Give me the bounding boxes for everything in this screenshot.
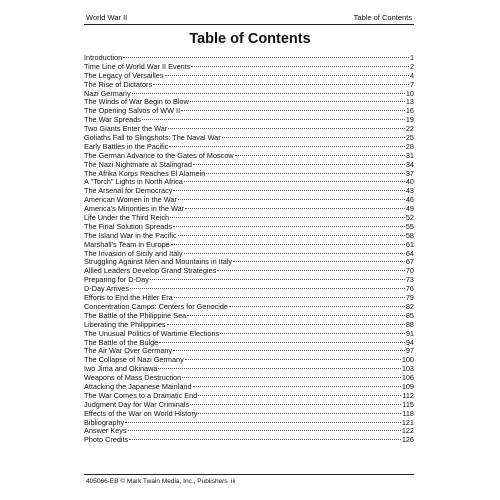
toc-entry xyxy=(84,365,414,374)
toc-entry xyxy=(84,356,414,365)
dot-leader xyxy=(206,173,405,174)
toc-entry xyxy=(84,339,414,348)
toc-entry-page: 121 xyxy=(401,418,414,427)
dot-leader xyxy=(229,306,405,307)
toc-entry xyxy=(84,196,414,205)
toc-entry xyxy=(84,401,414,410)
toc-entry xyxy=(84,410,414,419)
toc-entry-page: 100 xyxy=(401,356,414,365)
toc-entry-title: Marshall's Team in Europe xyxy=(84,240,170,249)
toc-entry-title: The Opening Salvos of WW II xyxy=(84,107,181,116)
toc-entry xyxy=(84,90,414,99)
dot-leader xyxy=(173,190,404,191)
toc-entry-page: 19 xyxy=(405,116,414,125)
dot-leader xyxy=(185,208,405,209)
footer-publisher: 405066-EB © Mark Twain Media, Inc., Publishers xyxy=(86,478,228,485)
dot-leader xyxy=(185,359,401,360)
dot-leader xyxy=(123,57,409,58)
toc-entry-title: Nazi Germany xyxy=(84,89,131,98)
toc-entry xyxy=(84,258,414,267)
toc-entry-title: The Rise of Dictators xyxy=(84,80,153,89)
toc-entry-page: 109 xyxy=(401,382,414,391)
dot-leader xyxy=(217,270,405,271)
page-title: Table of Contents xyxy=(189,31,311,47)
toc-entry-title: The Battle of the Philippine Sea xyxy=(84,311,187,320)
header-rule xyxy=(84,24,414,25)
toc-entry xyxy=(84,205,414,214)
dot-leader xyxy=(193,386,401,387)
toc-entry xyxy=(84,276,414,285)
toc-entry-title: Efforts to End the Hitler Era xyxy=(84,294,173,303)
toc-entry-page: 82 xyxy=(405,302,414,311)
dot-leader xyxy=(170,217,405,218)
toc-entry-title: Effects of the War on World History xyxy=(84,409,198,418)
toc-entry-title: The Island War in the Pacific xyxy=(84,231,177,240)
toc-entry-title: Attacking the Japanese Mainland xyxy=(84,382,192,391)
toc-entry-title: Bibliography xyxy=(84,418,125,427)
toc-entry xyxy=(84,383,414,392)
toc-entry-title: The Legacy of Versailles xyxy=(84,71,164,80)
toc-entry-page: 2 xyxy=(409,62,414,71)
dot-leader xyxy=(173,350,405,351)
toc-list xyxy=(84,54,414,445)
toc-entry-title: Answer Keys xyxy=(84,427,127,436)
toc-entry-page: 76 xyxy=(405,285,414,294)
toc-entry-page: 31 xyxy=(405,151,414,160)
toc-entry-page: 43 xyxy=(405,187,414,196)
toc-entry-page: 106 xyxy=(401,374,414,383)
toc-entry-title: Concentration Camps: Centers for Genocide xyxy=(84,302,228,311)
toc-entry xyxy=(84,54,414,63)
toc-entry-title: Early Battles in the Pacific xyxy=(84,142,169,151)
toc-entry-page: 97 xyxy=(405,347,414,356)
toc-entry-page: 64 xyxy=(405,249,414,258)
toc-entry-title: The Air War Over Germany xyxy=(84,347,173,356)
toc-entry-page: 85 xyxy=(405,311,414,320)
toc-entry-title: The Nazi Nightmare at Stalingrad xyxy=(84,160,192,169)
toc-entry-page: 40 xyxy=(405,178,414,187)
toc-entry-page: 25 xyxy=(405,134,414,143)
toc-entry-page: 112 xyxy=(402,391,414,400)
toc-entry xyxy=(84,303,414,312)
dot-leader xyxy=(193,164,405,165)
toc-entry xyxy=(84,427,414,436)
toc-entry-title: Liberating the Philippines xyxy=(84,320,166,329)
toc-entry-page: 91 xyxy=(405,329,414,338)
toc-entry-title: Time Line of World War II Events xyxy=(84,62,191,71)
toc-entry xyxy=(84,170,414,179)
toc-entry-title: America's Minorities in the War xyxy=(84,205,185,214)
dot-leader xyxy=(159,342,405,343)
toc-entry xyxy=(84,152,414,161)
toc-entry-title: Preparing for D-Day xyxy=(84,276,149,285)
toc-entry xyxy=(84,347,414,356)
toc-entry xyxy=(84,250,414,259)
dot-leader xyxy=(184,181,405,182)
running-header xyxy=(86,13,412,22)
toc-entry-page: 61 xyxy=(405,240,414,249)
toc-entry-page: 67 xyxy=(405,258,414,267)
toc-entry xyxy=(84,223,414,232)
dot-leader xyxy=(187,315,405,316)
toc-entry xyxy=(84,161,414,170)
toc-entry-title: Allied Leaders Develop Grand Strategies xyxy=(84,267,217,276)
footer-rule xyxy=(84,474,414,475)
dot-leader xyxy=(233,261,405,262)
toc-entry-page: 88 xyxy=(405,320,414,329)
toc-entry-page: 13 xyxy=(405,98,414,107)
toc-entry xyxy=(84,98,414,107)
toc-entry xyxy=(84,436,414,445)
toc-entry-page: 122 xyxy=(401,427,414,436)
toc-entry-title: Goliaths Fall to Slingshots: The Naval War xyxy=(84,134,221,143)
dot-leader xyxy=(168,128,405,129)
toc-entry-title: The German Advance to the Gates of Moscow xyxy=(84,151,234,160)
toc-entry-title: Judgment Day for War Criminals xyxy=(84,400,190,409)
dot-leader xyxy=(235,155,405,156)
toc-entry xyxy=(84,374,414,383)
toc-entry-title: The Invasion of Sicily and Italy xyxy=(84,249,183,258)
toc-entry-title: Struggling Against Men and Mountains in Italy xyxy=(84,258,233,267)
dot-leader xyxy=(198,413,401,414)
footer-page-number: iii xyxy=(231,478,236,485)
toc-entry-page: 37 xyxy=(405,169,414,178)
toc-entry-page: 1 xyxy=(409,54,414,62)
dot-leader xyxy=(178,199,405,200)
dot-leader xyxy=(198,395,401,396)
toc-entry-title: The Unusual Politics of Wartime Elections xyxy=(84,329,220,338)
header-section-title: Table of Contents xyxy=(353,13,412,22)
dot-leader xyxy=(173,226,405,227)
toc-entry-title: The Afrika Korps Reaches El Alamein xyxy=(84,169,206,178)
toc-entry xyxy=(84,178,414,187)
toc-entry xyxy=(84,392,414,401)
dot-leader xyxy=(153,84,409,85)
toc-entry-title: Weapons of Mass Destruction xyxy=(84,374,182,383)
toc-entry-page: 49 xyxy=(405,205,414,214)
toc-entry-page: 10 xyxy=(405,89,414,98)
toc-entry-title: Two Giants Enter the War xyxy=(84,125,168,134)
dot-leader xyxy=(220,333,405,334)
toc-entry-page: 52 xyxy=(405,214,414,223)
toc-entry xyxy=(84,321,414,330)
toc-entry-title: The Collapse of Nazi Germany xyxy=(84,356,184,365)
toc-entry-page: 73 xyxy=(405,276,414,285)
dot-leader xyxy=(171,244,405,245)
toc-entry-page: 4 xyxy=(409,71,414,80)
toc-entry-page: 58 xyxy=(405,231,414,240)
toc-entry-title: The Arsenal for Democracy xyxy=(84,187,173,196)
toc-entry-page: 118 xyxy=(402,409,414,418)
toc-entry-page: 22 xyxy=(405,125,414,134)
toc-entry xyxy=(84,419,414,428)
toc-entry-page: 28 xyxy=(405,142,414,151)
toc-entry-title: The Final Solution Spreads xyxy=(84,222,173,231)
dot-leader xyxy=(191,66,409,67)
toc-entry xyxy=(84,232,414,241)
dot-leader xyxy=(222,137,405,138)
dot-leader xyxy=(130,288,405,289)
toc-entry xyxy=(84,241,414,250)
toc-entry xyxy=(84,214,414,223)
toc-entry xyxy=(84,81,414,90)
dot-leader xyxy=(150,279,405,280)
toc-entry xyxy=(84,285,414,294)
toc-entry xyxy=(84,267,414,276)
toc-entry-page: 70 xyxy=(405,267,414,276)
dot-leader xyxy=(142,119,405,120)
dot-leader xyxy=(184,253,405,254)
toc-entry-title: Introduction xyxy=(84,54,123,62)
dot-leader xyxy=(181,110,405,111)
dot-leader xyxy=(125,422,401,423)
toc-entry-title: The Winds of War Begin to Blow xyxy=(84,98,189,107)
dot-leader xyxy=(174,297,405,298)
toc-entry-title: Life Under the Third Reich xyxy=(84,214,170,223)
toc-entry-page: 46 xyxy=(405,196,414,205)
toc-entry xyxy=(84,312,414,321)
toc-entry-title: Iwo Jima and Okinawa xyxy=(84,365,158,374)
dot-leader xyxy=(167,324,405,325)
toc-entry xyxy=(84,116,414,125)
toc-entry xyxy=(84,134,414,143)
dot-leader xyxy=(169,146,405,147)
toc-entry-title: D-Day Arrives xyxy=(84,285,130,294)
toc-entry xyxy=(84,330,414,339)
toc-entry-title: The War Spreads xyxy=(84,116,141,125)
toc-entry xyxy=(84,187,414,196)
toc-entry-title: Photo Credits xyxy=(84,436,129,445)
toc-entry-page: 79 xyxy=(405,294,414,303)
toc-entry-title: The Battle of the Bulge xyxy=(84,338,159,347)
dot-leader xyxy=(132,93,405,94)
dot-leader xyxy=(158,368,400,369)
dot-leader xyxy=(128,430,401,431)
dot-leader xyxy=(190,101,405,102)
toc-entry-page: 55 xyxy=(405,222,414,231)
toc-entry-page: 7 xyxy=(409,80,414,89)
toc-entry xyxy=(84,143,414,152)
toc-entry-title: American Women in the War xyxy=(84,196,177,205)
toc-entry xyxy=(84,72,414,81)
toc-entry-page: 94 xyxy=(405,338,414,347)
header-book-title: World War II xyxy=(86,13,128,22)
dot-leader xyxy=(182,377,401,378)
toc-entry-page: 103 xyxy=(401,365,414,374)
toc-entry-page: 34 xyxy=(405,160,414,169)
toc-entry-title: A "Torch" Lights in North Africa xyxy=(84,178,183,187)
toc-entry-title: The War Comes to a Dramatic End xyxy=(84,391,198,400)
toc-entry xyxy=(84,107,414,116)
dot-leader xyxy=(129,439,401,440)
toc-entry-page: 115 xyxy=(402,400,414,409)
toc-entry xyxy=(84,125,414,134)
dot-leader xyxy=(190,404,401,405)
toc-entry-page: 16 xyxy=(405,107,414,116)
toc-entry xyxy=(84,63,414,72)
toc-entry-page: 126 xyxy=(401,436,414,445)
toc-entry xyxy=(84,294,414,303)
dot-leader xyxy=(165,75,409,76)
dot-leader xyxy=(178,235,405,236)
